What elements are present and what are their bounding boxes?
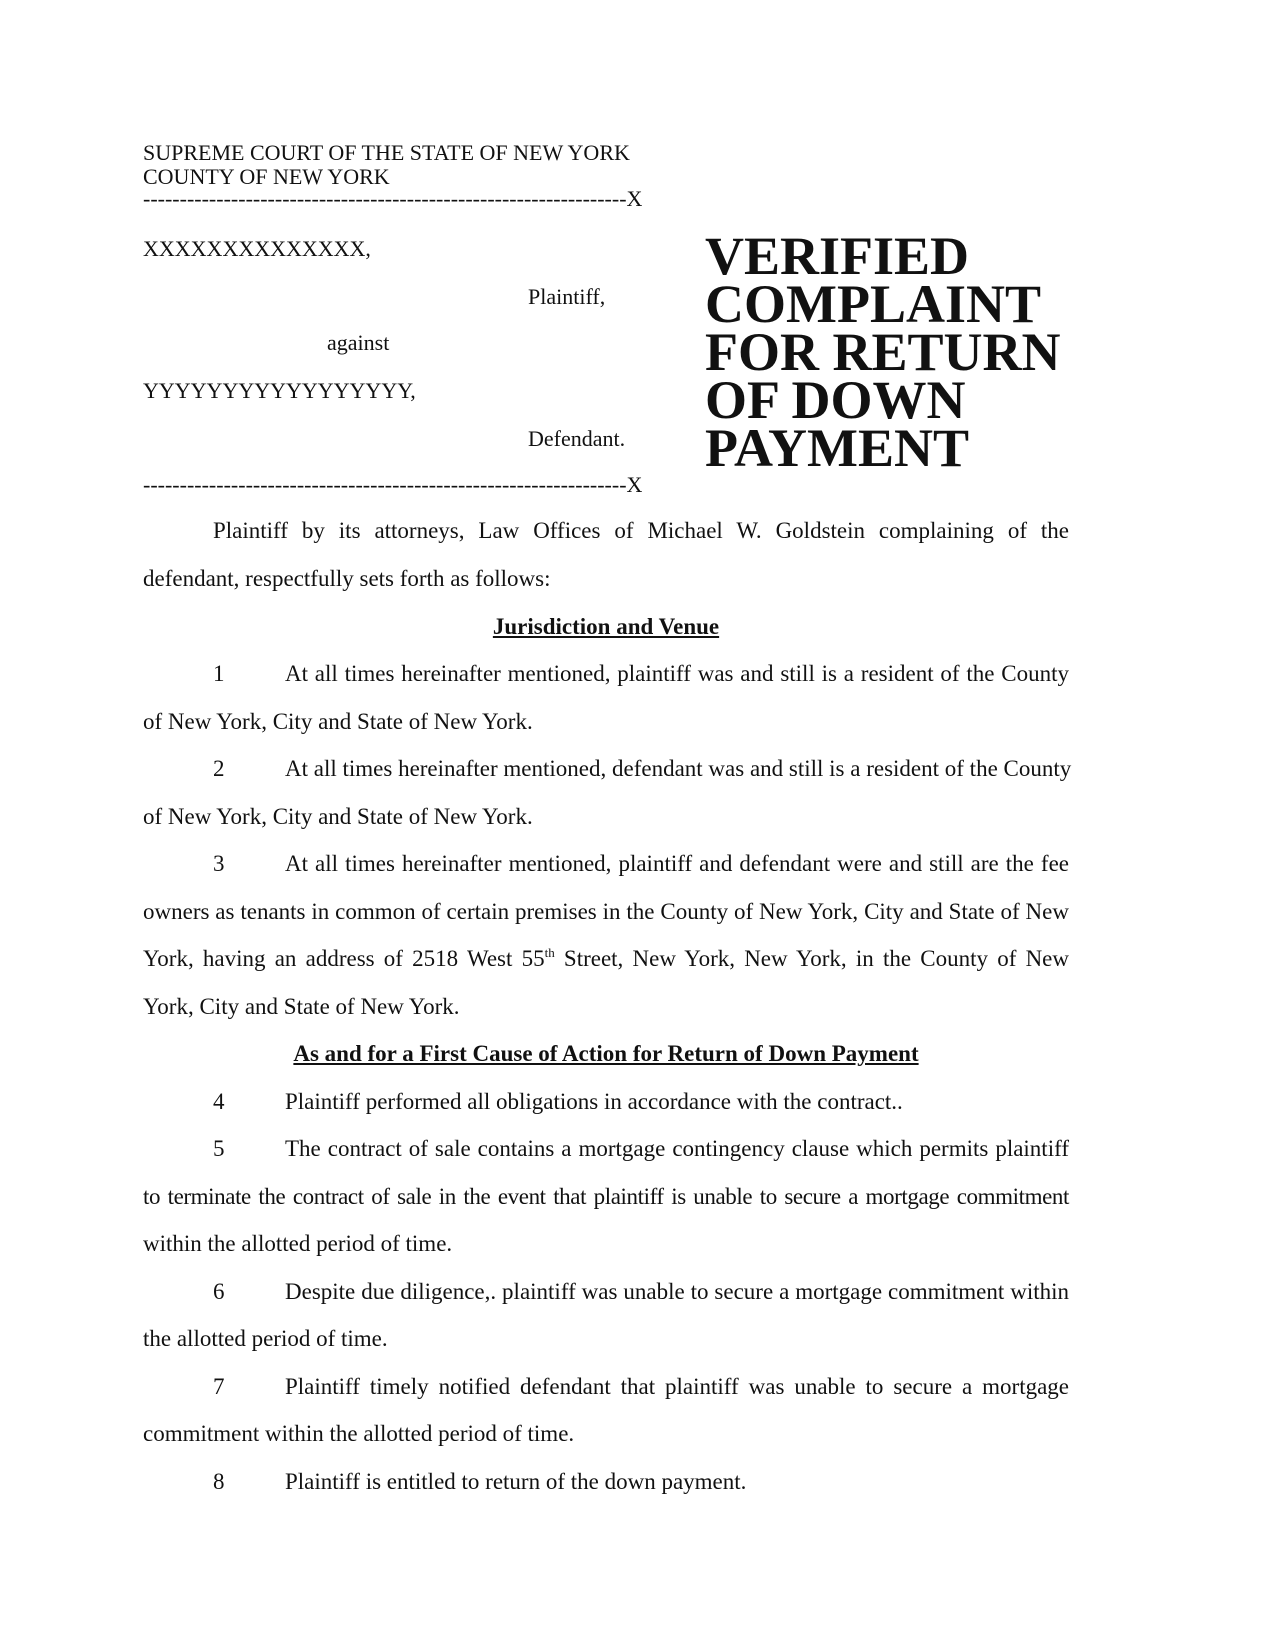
paragraph-number: 5 — [213, 1136, 225, 1161]
paragraph-number: 8 — [213, 1469, 225, 1494]
paragraph-number: 4 — [213, 1089, 225, 1114]
intro-line-1: Plaintiff by its attorneys, Law Offices of Michael W. Goldstein complaining of the — [213, 518, 1069, 543]
title-line: OF DOWN — [705, 370, 966, 430]
county-name: COUNTY OF NEW YORK — [143, 164, 390, 189]
paragraph-8-line-1: Plaintiff is entitled to return of the down payment. — [285, 1469, 747, 1494]
caption-rule-top: ------------------------------------------------------------------X — [143, 186, 643, 211]
heading-jurisdiction-venue: Jurisdiction and Venue — [492, 614, 720, 639]
defendant-name: YYYYYYYYYYYYYYYYY, — [143, 378, 416, 403]
paragraph-1-line-1: At all times hereinafter mentioned, plaintiff was and still is a resident of the County — [285, 661, 1069, 686]
paragraph-1-line-2: of New York, City and State of New York. — [143, 709, 533, 734]
caption-rule-bottom: ------------------------------------------------------------------X — [143, 472, 643, 497]
heading-first-cause-of-action: As and for a First Cause of Action for Return of Down Payment — [293, 1041, 919, 1066]
paragraph-7-line-2: commitment within the allotted period of time. — [143, 1421, 575, 1446]
paragraph-number: 7 — [213, 1374, 225, 1399]
paragraph-6-line-1: Despite due diligence,. plaintiff was unable to secure a mortgage commitment within — [285, 1279, 1069, 1304]
paragraph-3-line-1: At all times hereinafter mentioned, plaintiff and defendant were and still are the fee — [285, 851, 1069, 876]
ordinal-suffix: th — [544, 945, 555, 960]
paragraph-4-line-1: Plaintiff performed all obligations in accordance with the contract.. — [285, 1089, 903, 1114]
title-line: COMPLAINT — [705, 274, 1041, 334]
paragraph-5-line-2: to terminate the contract of sale in the event that plaintiff is unable to secure a mortgage commitment — [143, 1184, 1069, 1209]
paragraph-2-line-1: At all times hereinafter mentioned, defendant was and still is a resident of the County — [285, 756, 1072, 781]
paragraph-6-line-2: the allotted period of time. — [143, 1326, 388, 1351]
court-name: SUPREME COURT OF THE STATE OF NEW YORK — [143, 140, 630, 165]
title-line: FOR RETURN — [705, 322, 1061, 382]
paragraph-3-line-3 — [143, 946, 1069, 972]
document-title — [705, 226, 1061, 478]
plaintiff-name: XXXXXXXXXXXXXX, — [143, 236, 371, 261]
paragraph-5-line-1: The contract of sale contains a mortgage contingency clause which permits plaintiff — [285, 1136, 1069, 1161]
address-text-cont: Street, New York, New York, in the County of New — [554, 946, 1069, 971]
defendant-role: Defendant. — [528, 426, 626, 451]
paragraph-number: 1 — [213, 661, 225, 686]
paragraph-3-line-2: owners as tenants in common of certain premises in the County of New York, City and State of New — [143, 899, 1069, 924]
address-text: York, having an address of 2518 West 55 — [143, 946, 545, 971]
against-label: against — [327, 330, 390, 355]
paragraph-number: 6 — [213, 1279, 225, 1304]
paragraph-number: 2 — [213, 756, 225, 781]
title-line: PAYMENT — [705, 418, 970, 478]
title-line: VERIFIED — [705, 226, 970, 286]
intro-line-2: defendant, respectfully sets forth as follows: — [143, 566, 551, 591]
paragraph-2-line-2: of New York, City and State of New York. — [143, 804, 533, 829]
paragraph-number: 3 — [213, 851, 225, 876]
paragraph-3-line-4: York, City and State of New York. — [143, 994, 460, 1019]
plaintiff-role: Plaintiff, — [528, 284, 606, 309]
paragraph-7-line-1: Plaintiff timely notified defendant that plaintiff was unable to secure a mortgage — [285, 1374, 1069, 1399]
paragraph-5-line-3: within the allotted period of time. — [143, 1231, 453, 1256]
